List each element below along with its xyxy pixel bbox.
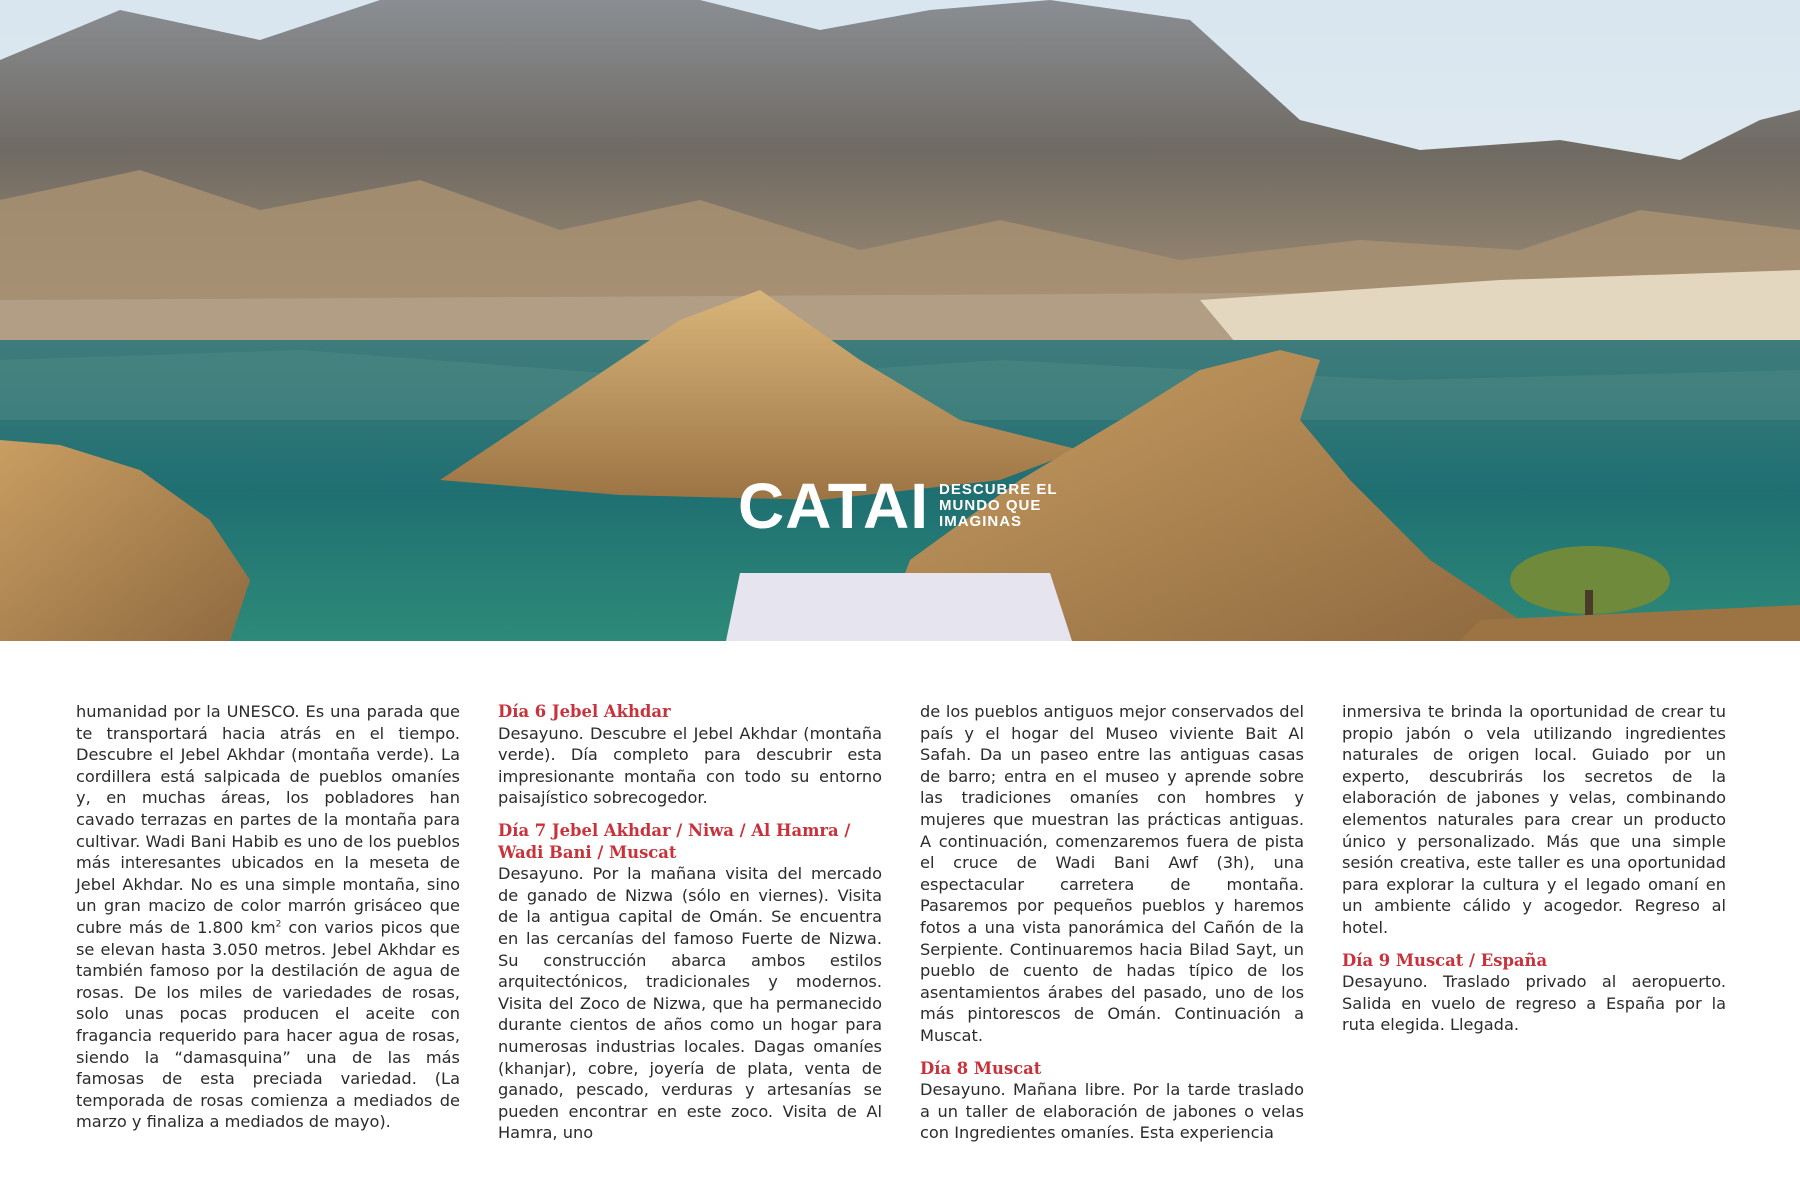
day-7-text: Desayuno. Por la mañana visita del mercado de ganado de Nizwa (sólo en viernes). Visita de la antigua capital de Omán. Se encuentra en las cercanías del famoso Fuerte de Nizwa. Su construcción abarca ambos estilos arquitectónicos, tradicionales y modernos. Visita del Zoco de Nizwa, que ha permanecido durante cientos de años como un hogar para numerosas industrias locales. Dagas omaníes (khanjar), cobre, joyería de plata, venta de ganado, pescado, verduras y artesanías se pueden encontrar en este zoco. Visita de Al Hamra, uno [498,864,882,1143]
logo-tagline [939,482,1058,530]
day-8-title: Día 8 Muscat [920,1058,1042,1078]
superscript: 2 [275,919,282,930]
col4-text: inmersiva te brinda la oportunidad de crear tu propio jabón o vela utilizando ingredientes naturales de origen local. Guiado por un experto, descubrirás los secretos de la elaboración de jabones y velas, combinando elementos naturales para crear un producto único y personalizado. Más que una simple sesión creativa, este taller es una oportunidad para explorar la cultura y el legado omaní en un ambiente cálido y acogedor. Regreso al hotel. [1342,702,1726,937]
text-column-2 [498,701,882,1144]
day-8-text: Desayuno. Mañana libre. Por la tarde traslado a un taller de elaboración de jabones o velas con Ingredientes omaníes. Esta experiencia [920,1080,1304,1143]
tagline-line-3: IMAGINAS [939,513,1023,530]
text-column-1 [76,701,460,1133]
day-6-text: Desayuno. Descubre el Jebel Akhdar (montaña verde). Día completo para descubrir esta impresionante montaña con todo su entorno paisajístico sobrecogedor. [498,723,882,808]
text-column-3 [920,701,1304,1144]
col3-text: de los pueblos antiguos mejor conservados del país y el hogar del Museo viviente Bait Al Safah. Da un paseo entre las antiguas casas de barro; entra en el museo y aprende sobre las tradiciones omaníes con hombres y mujeres que muestran las prácticas antiguas. A continuación, comenzaremos fuera de pista el cruce de Wadi Bani Awf (3h), una espectacular carretera de montaña. Pasaremos por pequeños pueblos y haremos fotos a una vista panorámica del Cañón de la Serpiente. Continuaremos hacia Bilad Sayt, un pueblo de cuento de hadas típico de los asentamientos árabes del pasado, uno de los más pintorescos de Omán. Continuación a Muscat. [920,702,1304,1045]
col1-text: humanidad por la UNESCO. Es una parada que te transportará hacia atrás en el tiempo. Descubre el Jebel Akhdar (montaña verde). La cordillera está salpicada de pueblos omaníes y, en muchas áreas, los pobladores han cavado terrazas en partes de la montaña para cultivar. Wadi Bani Habib es uno de los pueblos más interesantes ubicados en la meseta de Jebel Akhdar. No es una simple montaña, sino un gran macizo de color marrón grisáceo que cubre más de 1.800 km [76,702,460,937]
tagline-line-1: DESCUBRE EL [939,481,1058,498]
col1-text-after: con varios picos que se elevan hasta 3.050 metros. Jebel Akhdar es también famoso por la destilación de agua de rosas. De los miles de variedades de rosas, solo unas pocas producen el aceite con fragancia requerido para hacer agua de rosas, siendo la “damasquina” una de las más famosas de esta preciada variedad. (La temporada de rosas comienza a mediados de marzo y finaliza a mediados de mayo). [76,917,460,1132]
text-column-4 [1342,701,1726,1036]
day-6-title: Día 6 Jebel Akhdar [498,702,671,721]
day-9-title: Día 9 Muscat / España [1342,950,1548,970]
paragraph [76,701,460,1133]
catai-logo [738,470,1058,542]
logo-word: CATAI [738,470,930,542]
tab-shape [726,573,1072,641]
day-9-text: Desayuno. Traslado privado al aeropuerto. Salida en vuelo de regreso a España por la ruta elegida. Llegada. [1342,972,1726,1035]
tagline-line-2: MUNDO QUE [939,497,1042,514]
day-7-title: Día 7 Jebel Akhdar / Niwa / Al Hamra / Wadi Bani / Muscat [498,820,851,862]
